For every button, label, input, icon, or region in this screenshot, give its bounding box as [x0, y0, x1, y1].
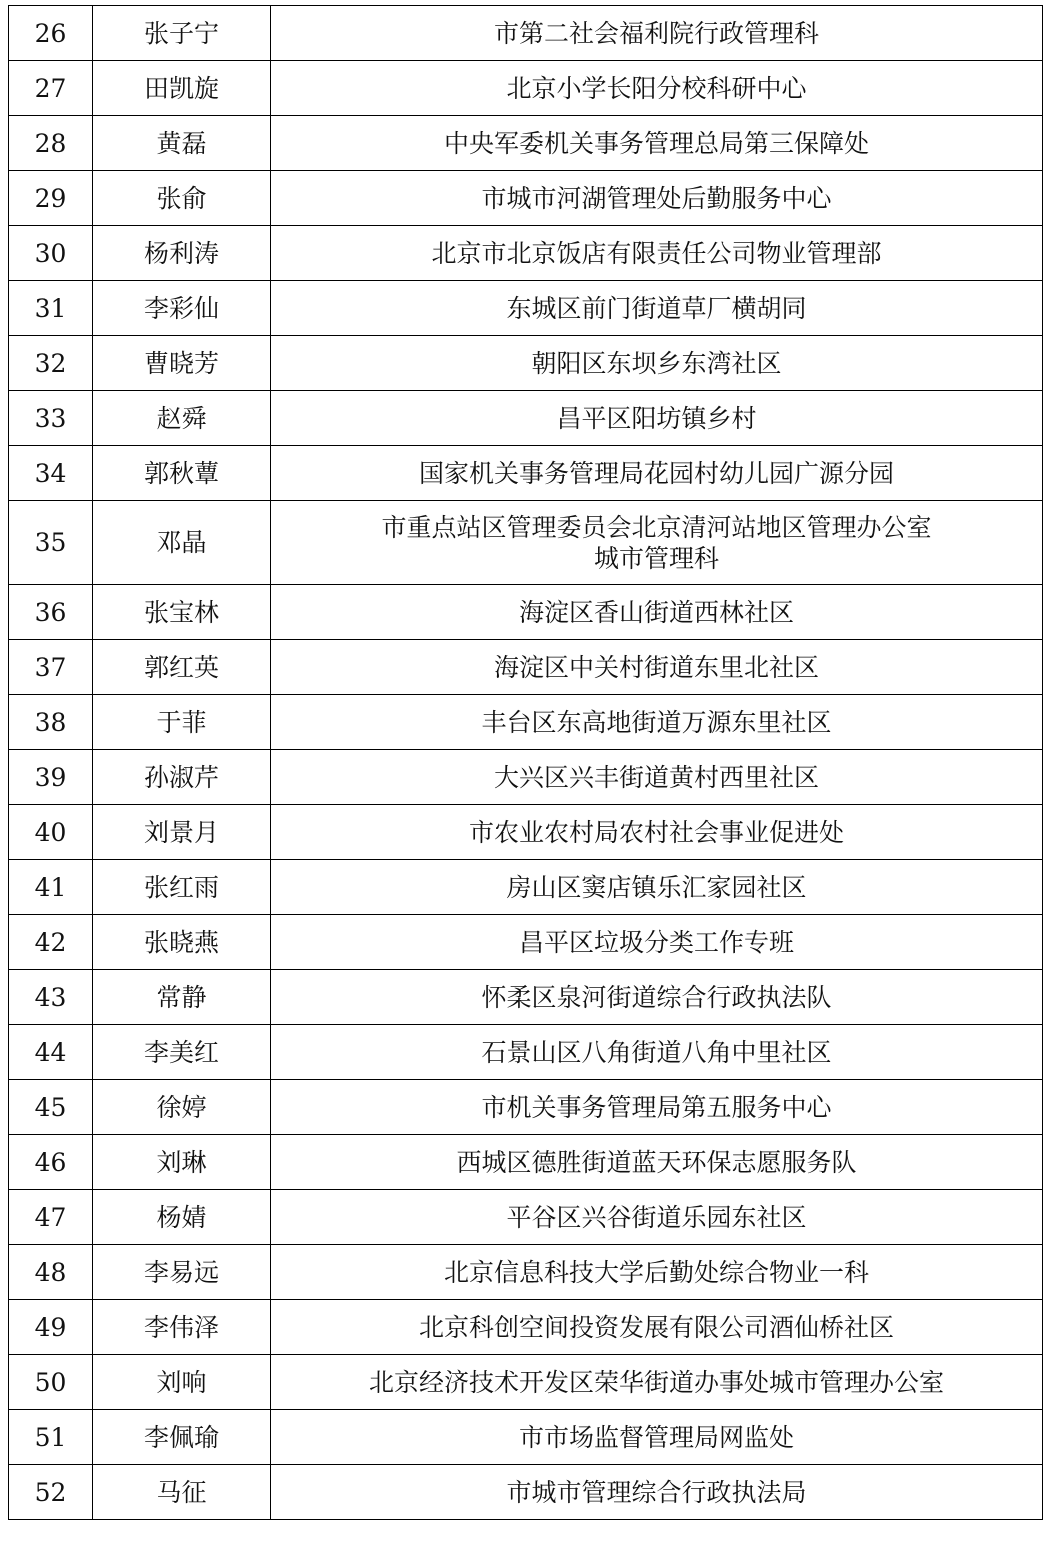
table-row — [9, 695, 1043, 750]
work-unit-cell — [271, 1190, 1043, 1245]
work-unit-cell — [271, 1245, 1043, 1300]
row-number-cell: 32 — [9, 336, 93, 391]
work-unit-cell — [271, 1410, 1043, 1465]
table-row — [9, 1300, 1043, 1355]
person-name-cell: 李彩仙 — [93, 281, 271, 336]
work-unit-line: 北京经济技术开发区荣华街道办事处城市管理办公室 — [368, 1367, 944, 1397]
work-unit-line: 海淀区中关村街道东里北社区 — [493, 652, 819, 682]
work-unit-cell — [271, 1080, 1043, 1135]
row-number-cell: 40 — [9, 805, 93, 860]
person-name-cell: 张子宁 — [93, 6, 271, 61]
row-number-cell: 46 — [9, 1135, 93, 1190]
table-row — [9, 6, 1043, 61]
work-unit-cell — [271, 391, 1043, 446]
work-unit-line: 昌平区垃圾分类工作专班 — [518, 927, 794, 957]
work-unit-cell — [271, 226, 1043, 281]
work-unit-cell — [271, 1300, 1043, 1355]
work-unit-line: 市城市河湖管理处后勤服务中心 — [481, 183, 832, 213]
table-row — [9, 1410, 1043, 1465]
work-unit-line: 海淀区香山街道西林社区 — [518, 597, 794, 627]
row-number-cell: 50 — [9, 1355, 93, 1410]
person-name-cell: 马征 — [93, 1465, 271, 1520]
row-number-cell: 41 — [9, 860, 93, 915]
row-number-cell: 39 — [9, 750, 93, 805]
table-row — [9, 805, 1043, 860]
person-name-cell: 张晓燕 — [93, 915, 271, 970]
row-number-cell: 37 — [9, 640, 93, 695]
table-row — [9, 391, 1043, 446]
work-unit-cell — [271, 171, 1043, 226]
row-number-cell: 38 — [9, 695, 93, 750]
work-unit-line: 中央军委机关事务管理总局第三保障处 — [443, 128, 869, 158]
work-unit-cell — [271, 6, 1043, 61]
work-unit-cell — [271, 640, 1043, 695]
table-row — [9, 915, 1043, 970]
work-unit-line: 北京科创空间投资发展有限公司酒仙桥社区 — [418, 1312, 894, 1342]
row-number-cell: 48 — [9, 1245, 93, 1300]
person-name-cell: 于菲 — [93, 695, 271, 750]
work-unit-line: 丰台区东高地街道万源东里社区 — [481, 707, 832, 737]
person-name-cell: 李伟泽 — [93, 1300, 271, 1355]
person-name-cell: 刘景月 — [93, 805, 271, 860]
row-number-cell: 34 — [9, 446, 93, 501]
row-number-cell: 29 — [9, 171, 93, 226]
work-unit-cell — [271, 915, 1043, 970]
table-row — [9, 1025, 1043, 1080]
table-row — [9, 585, 1043, 640]
row-number-cell: 26 — [9, 6, 93, 61]
person-name-cell: 张俞 — [93, 171, 271, 226]
row-number-cell: 30 — [9, 226, 93, 281]
work-unit-cell — [271, 750, 1043, 805]
work-unit-cell — [271, 1355, 1043, 1410]
work-unit-cell — [271, 805, 1043, 860]
work-unit-line: 市重点站区管理委员会北京清河站地区管理办公室 — [381, 512, 932, 542]
person-name-cell: 郭秋蕈 — [93, 446, 271, 501]
person-name-cell: 黄磊 — [93, 116, 271, 171]
work-unit-cell — [271, 1465, 1043, 1520]
row-number-cell: 47 — [9, 1190, 93, 1245]
person-name-cell: 田凯旋 — [93, 61, 271, 116]
person-name-cell: 邓晶 — [93, 501, 271, 585]
table-row — [9, 501, 1043, 585]
table-row — [9, 860, 1043, 915]
work-unit-cell — [271, 585, 1043, 640]
work-unit-cell — [271, 336, 1043, 391]
table-row — [9, 1465, 1043, 1520]
work-unit-line: 市机关事务管理局第五服务中心 — [481, 1092, 832, 1122]
row-number-cell: 49 — [9, 1300, 93, 1355]
person-name-cell: 张红雨 — [93, 860, 271, 915]
table-row — [9, 1355, 1043, 1410]
table-row — [9, 1135, 1043, 1190]
honor-list-table — [8, 5, 1043, 1520]
person-name-cell: 赵舜 — [93, 391, 271, 446]
person-name-cell: 徐婷 — [93, 1080, 271, 1135]
table-row — [9, 1080, 1043, 1135]
work-unit-cell — [271, 1135, 1043, 1190]
work-unit-line: 北京小学长阳分校科研中心 — [506, 73, 807, 103]
row-number-cell: 31 — [9, 281, 93, 336]
work-unit-line: 朝阳区东坝乡东湾社区 — [531, 348, 782, 378]
table-row — [9, 750, 1043, 805]
row-number-cell: 28 — [9, 116, 93, 171]
work-unit-line: 市农业农村局农村社会事业促进处 — [468, 817, 844, 847]
person-name-cell: 郭红英 — [93, 640, 271, 695]
work-unit-cell — [271, 281, 1043, 336]
work-unit-line: 市第二社会福利院行政管理科 — [493, 18, 819, 48]
work-unit-cell — [271, 695, 1043, 750]
work-unit-line: 大兴区兴丰街道黄村西里社区 — [493, 762, 819, 792]
table-row — [9, 1245, 1043, 1300]
work-unit-line: 北京市北京饭店有限责任公司物业管理部 — [431, 238, 882, 268]
work-unit-line: 房山区窦店镇乐汇家园社区 — [506, 872, 807, 902]
work-unit-line: 石景山区八角街道八角中里社区 — [481, 1037, 832, 1067]
work-unit-cell — [271, 1025, 1043, 1080]
row-number-cell: 42 — [9, 915, 93, 970]
work-unit-line: 东城区前门街道草厂横胡同 — [506, 293, 807, 323]
row-number-cell: 35 — [9, 501, 93, 585]
work-unit-line: 昌平区阳坊镇乡村 — [556, 403, 757, 433]
person-name-cell: 杨婧 — [93, 1190, 271, 1245]
work-unit-line: 国家机关事务管理局花园村幼儿园广源分园 — [418, 458, 894, 488]
table-row — [9, 281, 1043, 336]
person-name-cell: 刘响 — [93, 1355, 271, 1410]
person-name-cell: 张宝林 — [93, 585, 271, 640]
work-unit-cell — [271, 61, 1043, 116]
person-name-cell: 曹晓芳 — [93, 336, 271, 391]
table-row — [9, 61, 1043, 116]
person-name-cell: 李佩瑜 — [93, 1410, 271, 1465]
table-row — [9, 446, 1043, 501]
person-name-cell: 常静 — [93, 970, 271, 1025]
table-row — [9, 226, 1043, 281]
row-number-cell: 43 — [9, 970, 93, 1025]
row-number-cell: 52 — [9, 1465, 93, 1520]
table-row — [9, 171, 1043, 226]
person-name-cell: 孙淑芹 — [93, 750, 271, 805]
row-number-cell: 44 — [9, 1025, 93, 1080]
table-row — [9, 970, 1043, 1025]
work-unit-line: 城市管理科 — [593, 543, 719, 573]
person-name-cell: 李美红 — [93, 1025, 271, 1080]
table-row — [9, 640, 1043, 695]
row-number-cell: 45 — [9, 1080, 93, 1135]
work-unit-cell — [271, 970, 1043, 1025]
table-row — [9, 336, 1043, 391]
work-unit-line: 市城市管理综合行政执法局 — [506, 1477, 807, 1507]
person-name-cell: 李易远 — [93, 1245, 271, 1300]
table-row — [9, 1190, 1043, 1245]
work-unit-cell — [271, 116, 1043, 171]
work-unit-line: 平谷区兴谷街道乐园东社区 — [506, 1202, 807, 1232]
work-unit-line: 市市场监督管理局网监处 — [518, 1422, 794, 1452]
row-number-cell: 51 — [9, 1410, 93, 1465]
row-number-cell: 36 — [9, 585, 93, 640]
table-body — [9, 6, 1043, 1520]
work-unit-cell — [271, 860, 1043, 915]
person-name-cell: 杨利涛 — [93, 226, 271, 281]
work-unit-cell — [271, 446, 1043, 501]
work-unit-cell — [271, 501, 1043, 585]
row-number-cell: 27 — [9, 61, 93, 116]
work-unit-line: 北京信息科技大学后勤处综合物业一科 — [443, 1257, 869, 1287]
row-number-cell: 33 — [9, 391, 93, 446]
work-unit-line: 怀柔区泉河街道综合行政执法队 — [481, 982, 832, 1012]
person-name-cell: 刘琳 — [93, 1135, 271, 1190]
table-row — [9, 116, 1043, 171]
work-unit-line: 西城区德胜街道蓝天环保志愿服务队 — [456, 1147, 857, 1177]
